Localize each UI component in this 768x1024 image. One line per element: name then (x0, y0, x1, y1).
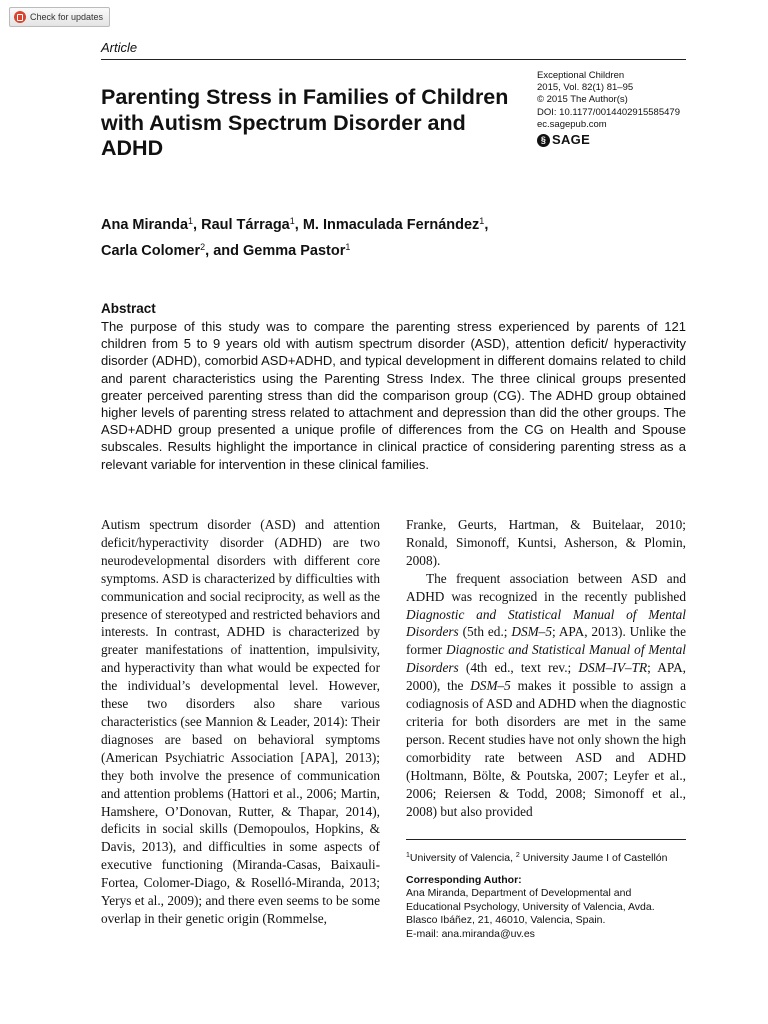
body-column-right (406, 516, 686, 820)
sage-mark-icon: § (537, 134, 550, 147)
journal-doi[interactable]: DOI: 10.1177/0014402915585479 (537, 106, 680, 118)
text-run: ; APA, 2013). Unlike the former (406, 624, 686, 658)
italic-run: DSM–5 (511, 624, 552, 640)
affiliation-mark: 1 (406, 852, 410, 859)
corresponding-author-label: Corresponding Author: (406, 873, 522, 886)
journal-name: Exceptional Children (537, 70, 625, 81)
italic-run: DSM–5 (470, 678, 511, 694)
author-separator: , (484, 217, 489, 233)
footnote-rule (406, 839, 686, 840)
header-rule (101, 59, 686, 60)
article-title: Parenting Stress in Families of Children with Autism Spectrum Disorder and ADHD (101, 85, 509, 160)
body-paragraph: Franke, Geurts, Hartman, & Buitelaar, 2010; Ronald, Simonoff, Kuntsi, Asherson, & Plomin, 2008). (406, 517, 686, 568)
corresponding-author-line: Ana Miranda, Department of Developmental and (406, 887, 632, 900)
corresponding-author-line: Blasco Ibáñez, 21, 46010, Valencia, Spain. (406, 914, 606, 927)
text-run: makes it possible to assign a codiagnosis of ASD and ADHD when the diagnostic criteria for both disorders are met in the same person. Recent studies have not only shown the high comorbidity rate between ASD and ADHD (Holtmann, Bölte, & Poutska, 2007; Leyfer et al., 2006; Reiersen & Todd, 2008; Simonoff et al., 2008) but also provided (406, 678, 686, 819)
journal-site[interactable]: ec.sagepub.com (537, 118, 607, 130)
check-for-updates-badge[interactable] (9, 7, 110, 27)
check-for-updates-label: Check for updates (30, 12, 104, 22)
footnotes (406, 849, 696, 942)
body-paragraph: Autism spectrum disorder (ASD) and attention deficit/hyperactivity disorder (ADHD) are two neurodevelopmental disorders with different core symptoms. ASD is characterized by difficulties with communication and social reciprocity, as well as the presence of stereotyped and restricted behaviors and interests. In contrast, ADHD is characterized by greater manifestations of inattention, impulsivity, and hyperactivity than what would be expected for the individual’s developmental level. However, these two disorders also share various characteristics (see Mannion & Leader, 2014): Their diagnoses are based on behavioral symptoms (American Psychiatric Association [APA], 2013); they both involve the presence of communication and attention problems (Hattori et al., 2006; Martin, Hamshere, O’Donovan, Rutter, & Thapar, 2014), deficits in social skills (Demopoulos, Hopkins, & Davis, 2013), and difficulties in some aspects of executive functioning (Miranda-Casas, Baixauli-Fortea, Colomer-Diago, & Roselló-Miranda, 2013; Yerys et al., 2009); and there even seems to be some overlap in their genetic origin (Rommelse, (101, 517, 380, 926)
text-run: ; APA, 2000), the (406, 660, 686, 694)
author-name: Carla Colomer (101, 243, 201, 259)
author-name: Gemma Pastor (243, 243, 346, 259)
affiliation-text: University of Valencia, (409, 852, 516, 864)
author-separator: , and (205, 243, 244, 259)
italic-run: DSM–IV–TR (578, 660, 648, 676)
journal-copyright: © 2015 The Author(s) (537, 94, 628, 106)
publisher-logo (537, 134, 707, 147)
body-paragraph (406, 570, 686, 821)
article-type-label: Article (101, 40, 138, 55)
author-name: M. Inmaculada Fernández (302, 217, 480, 233)
author-affiliation-mark: 1 (289, 216, 295, 226)
body-column-left (101, 516, 380, 928)
updates-icon (14, 11, 26, 23)
text-run: (4th ed., text rev.; (458, 660, 579, 676)
affiliation-text: University Jaume I of Castellón (519, 852, 668, 864)
author-separator: , (193, 217, 202, 233)
author-affiliation-mark: 1 (479, 216, 485, 226)
author-affiliation-mark: 2 (200, 242, 206, 252)
author-name: Ana Miranda (101, 217, 189, 233)
author-name: Raul Tárraga (201, 217, 290, 233)
author-separator: , (294, 217, 303, 233)
corresponding-author-line: Educational Psychology, University of Valencia, Avda. (406, 900, 655, 913)
author-affiliation-mark: 1 (345, 242, 351, 252)
corresponding-author-email[interactable]: E-mail: ana.miranda@uv.es (406, 927, 535, 940)
italic-run: Diagnostic and Statistical Manual of Mental Disorders (406, 606, 686, 640)
journal-info (537, 70, 707, 147)
publisher-name: SAGE (552, 132, 591, 148)
text-run: The frequent association between ASD and ADHD was recognized in the recently published (406, 570, 686, 604)
text-run: (5th ed.; (458, 624, 512, 640)
italic-run: Diagnostic and Statistical Manual of Mental Disorders (406, 642, 686, 676)
author-affiliation-mark: 1 (188, 216, 194, 226)
author-list (101, 210, 691, 262)
affiliation-mark: 2 (515, 852, 520, 859)
affiliations (406, 849, 696, 866)
abstract-heading: Abstract (101, 301, 156, 316)
abstract-text: The purpose of this study was to compare the parenting stress experienced by parents of 121 children from 5 to 9 years old with autism spectrum disorder (ASD), attention deficit/ hyperactivity disorder (ADHD), comorbid ASD+ADHD, and typical development in different domains related to child and parent characteristics using the Parenting Stress Index. The three clinical groups presented greater perceived parenting stress than did the comparison group (CG). The ADHD group obtained higher levels of parenting stress related to attachment and depression than did the other groups. The ASD+ADHD group presented a unique profile of differences from the CG on Health and Spouse subscales. Results highlight the importance in clinical practice of considering parenting stress as a relevant variable for intervention in these clinical families. (101, 319, 686, 472)
journal-volume: 2015, Vol. 82(1) 81–95 (537, 82, 634, 94)
